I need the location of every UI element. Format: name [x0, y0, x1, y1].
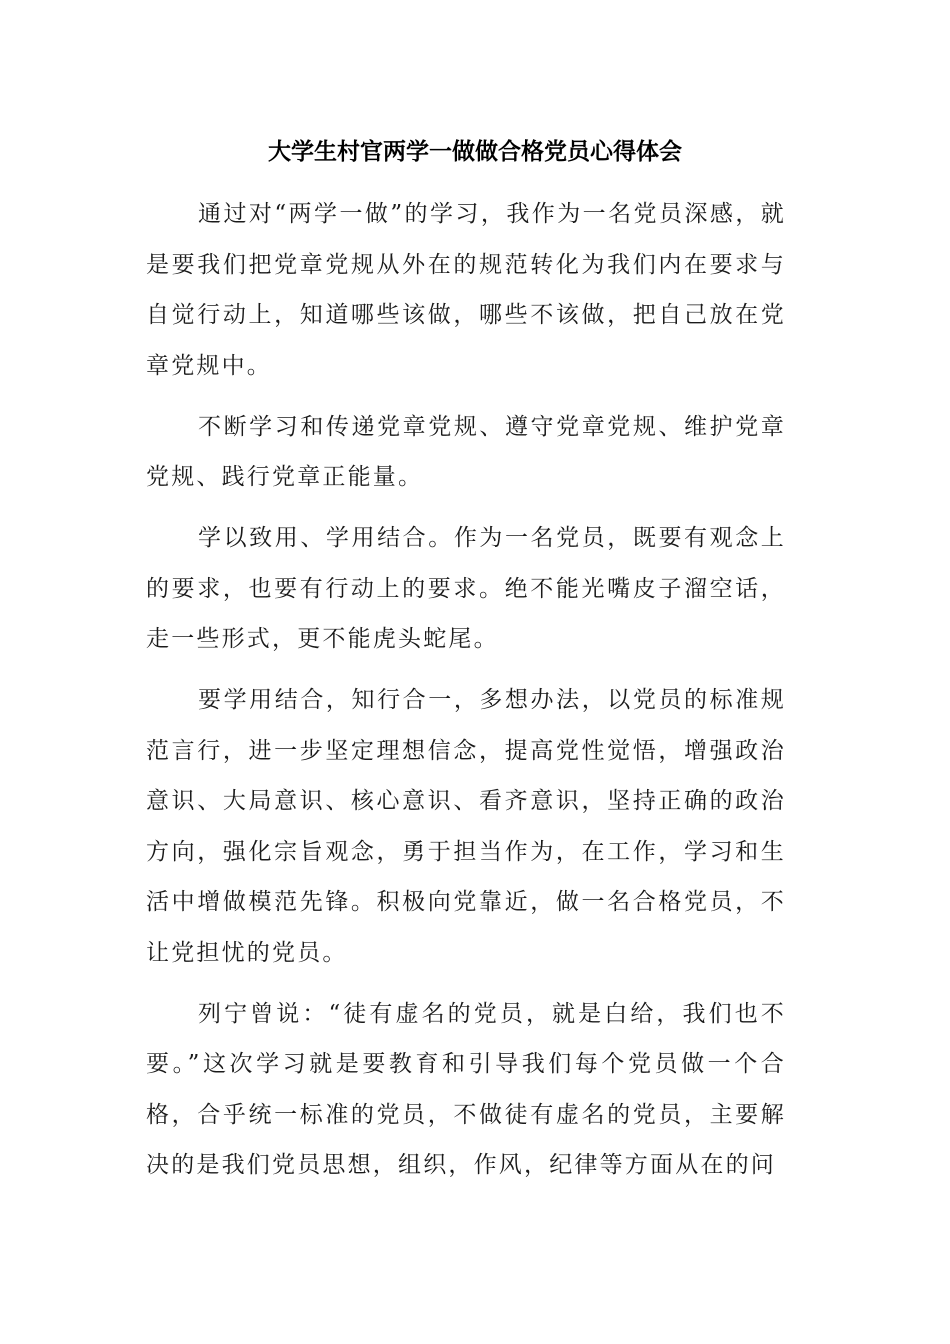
- paragraph-4: 要学用结合，知行合一，多想办法，以党员的标准规范言行，进一步坚定理想信念，提高党性觉悟，增强政治意识、大局意识、核心意识、看齐意识，坚持正确的政治方向，强化宗旨观念，勇于担当作为，在工作，学习和生活中增做模范先锋。积极向党靠近，做一名合格党员，不让党担忧的党员。: [146, 687, 786, 966]
- document-body: [146, 189, 786, 1201]
- paragraph-5: 列宁曾说：“徒有虚名的党员，就是白给，我们也不要。”这次学习就是要教育和引导我们每个党员做一个合格，合乎统一标准的党员，不做徒有虚名的党员，主要解决的是我们党员思想，组织，作风，纪律等方面从在的问: [146, 1000, 786, 1178]
- paragraph-3: 学以致用、学用结合。作为一名党员，既要有观念上的要求，也要有行动上的要求。绝不能光嘴皮子溜空话，走一些形式，更不能虎头蛇尾。: [146, 525, 786, 652]
- document-title: 大学生村官两学一做做合格党员心得体会: [268, 139, 682, 165]
- paragraph-2: 不断学习和传递党章党规、遵守党章党规、维护党章党规、践行党章正能量。: [146, 413, 786, 490]
- paragraph-1: 通过对“两学一做”的学习，我作为一名党员深感，就是要我们把党章党规从外在的规范转化为我们内在要求与自觉行动上，知道哪些该做，哪些不该做，把自己放在党章党规中。: [146, 201, 786, 379]
